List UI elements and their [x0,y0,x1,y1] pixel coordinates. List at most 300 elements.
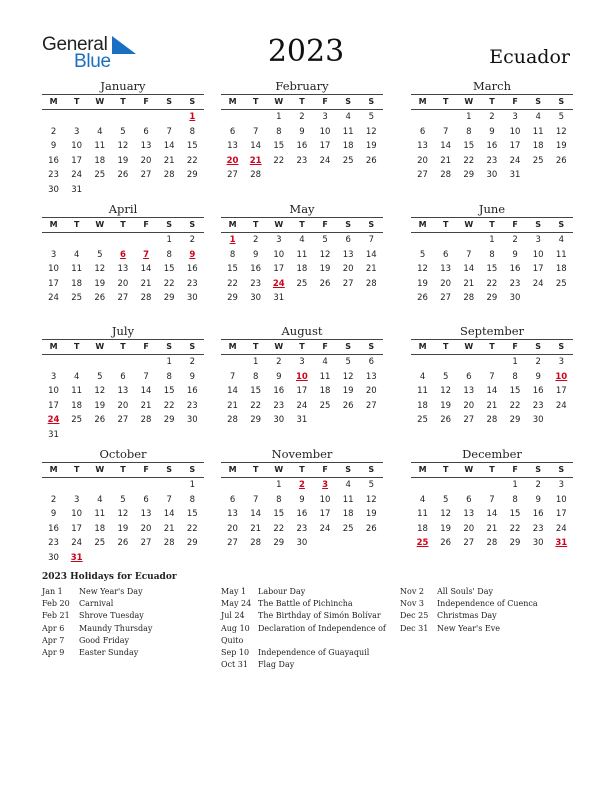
weekday-label: S [189,220,196,229]
weekday-label: M [228,465,237,474]
day-cell: 29 [273,538,285,549]
week-row [42,507,204,522]
weekday-label: S [189,97,196,106]
day-cell: 6 [229,494,236,505]
day-cell: 18 [94,523,106,534]
day-cell: 25 [532,155,544,166]
week-row [42,262,204,277]
weekday-label: S [368,465,375,474]
day-cell: 14 [250,509,262,520]
weekday-label: S [535,342,542,351]
holiday-name: Shrove Tuesday [79,611,144,621]
day-cell: 24 [319,155,331,166]
day-cell: 23 [296,155,308,166]
week-row [42,154,204,169]
day-cell: 24 [71,170,83,181]
day-cell: 2 [535,357,541,367]
holiday-date: Jul 24 [221,611,245,621]
day-cell: 23 [186,278,198,289]
week-row [221,248,383,263]
day-cell: 12 [117,141,129,152]
empty-day-cell [337,291,360,306]
day-cell: 14 [140,386,152,397]
day-cell: 8 [229,249,236,260]
weekday-label: M [228,220,237,229]
week-row [42,493,204,508]
holiday-date: Apr 7 [42,635,65,645]
weekday-label: T [73,220,80,229]
day-cell: 30 [186,415,198,426]
day-cell: 30 [486,170,498,181]
day-cell: 14 [486,386,498,397]
empty-day-cell [135,428,158,443]
day-cell: 4 [73,371,80,382]
week-row [42,355,204,370]
holidays-title: 2023 Holidays for Ecuador [42,572,177,582]
holiday-date: Dec 31 [400,623,429,633]
week-row [411,291,573,306]
holiday-day-cell: 31 [555,538,568,549]
week-row [411,355,573,370]
week-row [411,370,573,385]
weekday-label: T [489,342,495,351]
day-cell: 20 [117,400,129,411]
day-cell: 13 [117,264,129,275]
day-cell: 24 [71,538,83,549]
day-cell: 26 [94,293,106,304]
weekday-label: T [120,342,126,351]
empty-day-cell [88,478,111,493]
holiday-day-cell: 6 [119,249,126,260]
day-cell: 14 [440,141,452,152]
day-cell: 1 [276,112,282,122]
weekday-label: S [166,342,173,351]
day-cell: 2 [489,112,495,122]
weekday-label: M [49,342,58,351]
day-cell: 28 [163,170,175,181]
week-row [411,522,573,537]
holiday-name: All Souls' Day [437,587,493,596]
weekday-label: S [368,220,375,229]
weekday-header [411,94,573,110]
empty-day-cell [158,183,181,198]
empty-day-cell [550,291,573,306]
day-cell: 18 [342,509,354,520]
holiday-day-cell: 10 [296,371,308,382]
day-cell: 8 [252,371,259,382]
day-cell: 9 [489,126,495,137]
holiday-entry [400,586,538,598]
day-cell: 15 [163,386,175,397]
day-cell: 18 [71,400,83,411]
week-row [221,277,383,292]
day-cell: 23 [509,278,521,289]
day-cell: 4 [419,371,426,382]
day-cell: 13 [140,509,152,520]
month-title: July [111,324,135,338]
holiday-column [42,586,152,659]
day-cell: 7 [368,235,375,245]
week-row [42,291,204,306]
day-cell: 9 [50,509,57,520]
day-cell: 29 [463,170,475,181]
day-cell: 25 [94,170,106,181]
empty-day-cell [411,110,434,125]
empty-day-cell [457,355,480,370]
day-cell: 29 [163,415,175,426]
holiday-entry [221,586,386,598]
day-cell: 27 [140,538,152,549]
day-cell: 26 [440,415,452,426]
month-title: February [275,79,329,93]
day-cell: 22 [163,400,175,411]
weekday-label: T [489,97,495,106]
day-cell: 10 [71,509,83,520]
day-cell: 20 [417,155,428,166]
month-march [411,79,573,183]
empty-day-cell [158,110,181,125]
day-cell: 27 [227,170,238,181]
day-cell: 5 [120,494,126,505]
weekday-label: T [120,465,126,474]
empty-day-cell [88,110,111,125]
day-cell: 13 [140,141,152,152]
month-title: November [271,447,333,461]
day-cell: 10 [555,494,567,505]
empty-day-cell [550,413,573,428]
day-cell: 14 [163,141,175,152]
weekday-label: T [252,97,259,106]
day-cell: 12 [365,126,377,137]
month-title: May [289,202,315,216]
day-cell: 31 [71,184,83,195]
day-cell: 23 [532,400,544,411]
weekday-label: T [442,342,449,351]
weekday-label: M [49,220,58,229]
empty-day-cell [411,355,434,370]
day-cell: 25 [71,293,83,304]
day-cell: 7 [143,371,149,382]
day-cell: 16 [186,386,198,397]
day-cell: 25 [71,415,83,426]
day-cell: 31 [296,415,308,426]
weekday-header [221,94,383,110]
day-cell: 10 [319,126,331,137]
weekday-label: T [299,342,305,351]
day-cell: 13 [417,141,428,152]
weekday-label: W [95,465,105,474]
holiday-date: Jan 1 [42,587,63,596]
day-cell: 19 [117,523,129,534]
holiday-name: Independence of Guayaquil [258,647,370,657]
day-cell: 18 [417,400,428,411]
day-cell: 25 [296,278,308,289]
day-cell: 31 [273,293,285,304]
day-cell: 1 [466,112,472,122]
day-cell: 1 [166,357,172,367]
empty-day-cell [111,355,134,370]
weekday-header [42,339,204,355]
day-cell: 31 [509,170,521,181]
day-cell: 17 [555,509,567,520]
day-cell: 21 [163,155,175,166]
day-cell: 6 [466,371,472,382]
day-cell: 4 [419,494,426,505]
day-cell: 3 [276,235,282,245]
day-cell: 20 [365,386,377,397]
empty-day-cell [360,291,383,306]
day-cell: 9 [299,126,305,137]
day-cell: 2 [50,494,57,505]
day-cell: 22 [486,278,498,289]
empty-day-cell [135,478,158,493]
day-cell: 2 [512,235,518,245]
week-row [411,233,573,248]
week-row [42,384,204,399]
day-cell: 26 [94,415,106,426]
day-cell: 4 [345,112,351,122]
day-cell: 12 [117,509,129,520]
weekday-label: T [252,220,259,229]
day-cell: 29 [186,170,198,181]
day-cell: 21 [140,400,152,411]
day-cell: 29 [163,293,175,304]
day-cell: 19 [440,523,452,534]
weekday-label: F [322,97,328,106]
day-cell: 21 [486,523,498,534]
week-row [221,168,383,183]
empty-day-cell [434,233,457,248]
day-cell: 15 [186,141,198,152]
day-cell: 4 [322,357,328,367]
week-row [221,125,383,140]
day-cell: 5 [558,112,565,122]
weekday-label: T [120,220,126,229]
month-november [221,447,383,551]
holiday-day-cell: 25 [416,538,429,549]
holiday-date: May 1 [221,587,247,596]
day-cell: 19 [365,141,377,152]
day-cell: 11 [71,386,83,397]
month-december [411,447,573,551]
day-cell: 2 [189,357,196,367]
day-cell: 22 [186,523,198,534]
day-cell: 7 [229,371,236,382]
week-row [411,139,573,154]
week-row [411,262,573,277]
weekday-label: W [274,220,284,229]
holiday-column [400,586,538,635]
weekday-label: W [95,97,105,106]
day-cell: 8 [189,494,196,505]
weekday-label: W [274,465,284,474]
day-cell: 27 [140,170,152,181]
empty-day-cell [434,355,457,370]
day-cell: 20 [140,523,152,534]
empty-day-cell [527,168,550,183]
day-cell: 14 [365,249,377,260]
day-cell: 24 [532,278,544,289]
day-cell: 23 [273,400,285,411]
weekday-label: S [345,342,352,351]
day-cell: 18 [532,141,544,152]
day-cell: 25 [555,278,567,289]
day-cell: 13 [463,509,475,520]
empty-day-cell [42,355,65,370]
empty-day-cell [314,536,337,551]
weekday-label: T [442,97,449,106]
day-cell: 23 [532,523,544,534]
holiday-name: Christmas Day [437,611,497,621]
day-cell: 15 [486,264,498,275]
holiday-name: Maundy Thursday [79,623,153,633]
week-row [42,277,204,292]
day-cell: 17 [532,264,544,275]
weekday-header [221,217,383,233]
day-cell: 30 [48,184,59,195]
weekday-label: W [464,465,474,474]
day-cell: 5 [419,249,426,260]
week-row [42,428,204,443]
holiday-day-cell: 3 [322,480,329,490]
weekday-label: T [252,465,259,474]
day-cell: 20 [140,155,152,166]
weekday-header [411,217,573,233]
day-cell: 8 [276,494,282,505]
empty-day-cell [434,478,457,493]
weekday-label: S [189,342,196,351]
day-cell: 17 [296,386,308,397]
day-cell: 16 [250,264,262,275]
day-cell: 3 [73,126,80,137]
empty-day-cell [111,428,134,443]
weekday-label: S [558,465,565,474]
week-row [42,110,204,125]
week-row [411,399,573,414]
empty-day-cell [337,168,360,183]
empty-day-cell [527,291,550,306]
day-cell: 26 [117,538,129,549]
empty-day-cell [42,478,65,493]
month-august [221,324,383,428]
week-row [42,233,204,248]
day-cell: 1 [189,480,196,490]
day-cell: 9 [189,371,196,382]
day-cell: 16 [509,264,521,275]
holiday-date: May 24 [221,599,252,609]
empty-day-cell [480,355,503,370]
holiday-name: Independence of Cuenca [437,599,538,609]
day-cell: 24 [48,293,59,304]
weekday-label: S [558,342,565,351]
empty-day-cell [65,428,88,443]
holiday-entry [42,598,152,610]
day-cell: 8 [276,126,282,137]
day-cell: 15 [273,141,285,152]
day-cell: 6 [345,235,351,245]
weekday-header [221,462,383,478]
empty-day-cell [181,183,204,198]
week-row [42,125,204,140]
day-cell: 4 [558,235,565,245]
day-cell: 17 [319,141,331,152]
week-row [221,110,383,125]
day-cell: 8 [512,494,518,505]
empty-day-cell [135,551,158,566]
empty-day-cell [111,183,134,198]
week-row [411,125,573,140]
holiday-entry [221,598,386,610]
day-cell: 23 [48,538,59,549]
month-june [411,202,573,306]
week-row [221,493,383,508]
day-cell: 25 [342,155,354,166]
day-cell: 22 [186,155,198,166]
day-cell: 2 [299,112,305,122]
week-row [411,154,573,169]
day-cell: 28 [140,415,152,426]
day-cell: 6 [419,126,426,137]
day-cell: 20 [227,523,238,534]
empty-day-cell [42,233,65,248]
weekday-label: M [228,97,237,106]
day-cell: 6 [466,494,472,505]
day-cell: 30 [48,552,59,563]
day-cell: 10 [71,141,83,152]
day-cell: 30 [532,415,544,426]
week-row [411,413,573,428]
month-title: March [473,79,511,93]
weekday-label: W [274,97,284,106]
day-cell: 3 [512,112,518,122]
logo-word-general: General [42,34,108,55]
day-cell: 21 [140,278,152,289]
day-cell: 28 [163,538,175,549]
week-row [411,110,573,125]
day-cell: 18 [417,523,428,534]
day-cell: 2 [189,235,196,245]
holiday-entry [42,586,152,598]
day-cell: 26 [117,170,129,181]
day-cell: 7 [252,126,259,137]
week-row [411,493,573,508]
day-cell: 12 [342,371,354,382]
day-cell: 7 [166,126,172,137]
day-cell: 5 [120,126,126,137]
day-cell: 13 [117,386,129,397]
holiday-date: Apr 9 [42,647,65,657]
holiday-entry [42,647,152,659]
day-cell: 26 [319,278,331,289]
day-cell: 1 [276,480,282,490]
day-cell: 11 [71,264,83,275]
empty-day-cell [550,168,573,183]
weekday-label: W [95,342,105,351]
day-cell: 24 [319,523,331,534]
day-cell: 6 [442,249,449,260]
calendar-year: 2023 [267,34,345,69]
day-cell: 24 [509,155,521,166]
day-cell: 20 [463,523,475,534]
day-cell: 21 [486,400,498,411]
day-cell: 21 [250,523,262,534]
weekday-label: T [489,220,495,229]
day-cell: 2 [252,235,259,245]
weekday-label: W [464,220,474,229]
day-cell: 13 [440,264,452,275]
empty-day-cell [135,355,158,370]
day-cell: 15 [227,264,238,275]
